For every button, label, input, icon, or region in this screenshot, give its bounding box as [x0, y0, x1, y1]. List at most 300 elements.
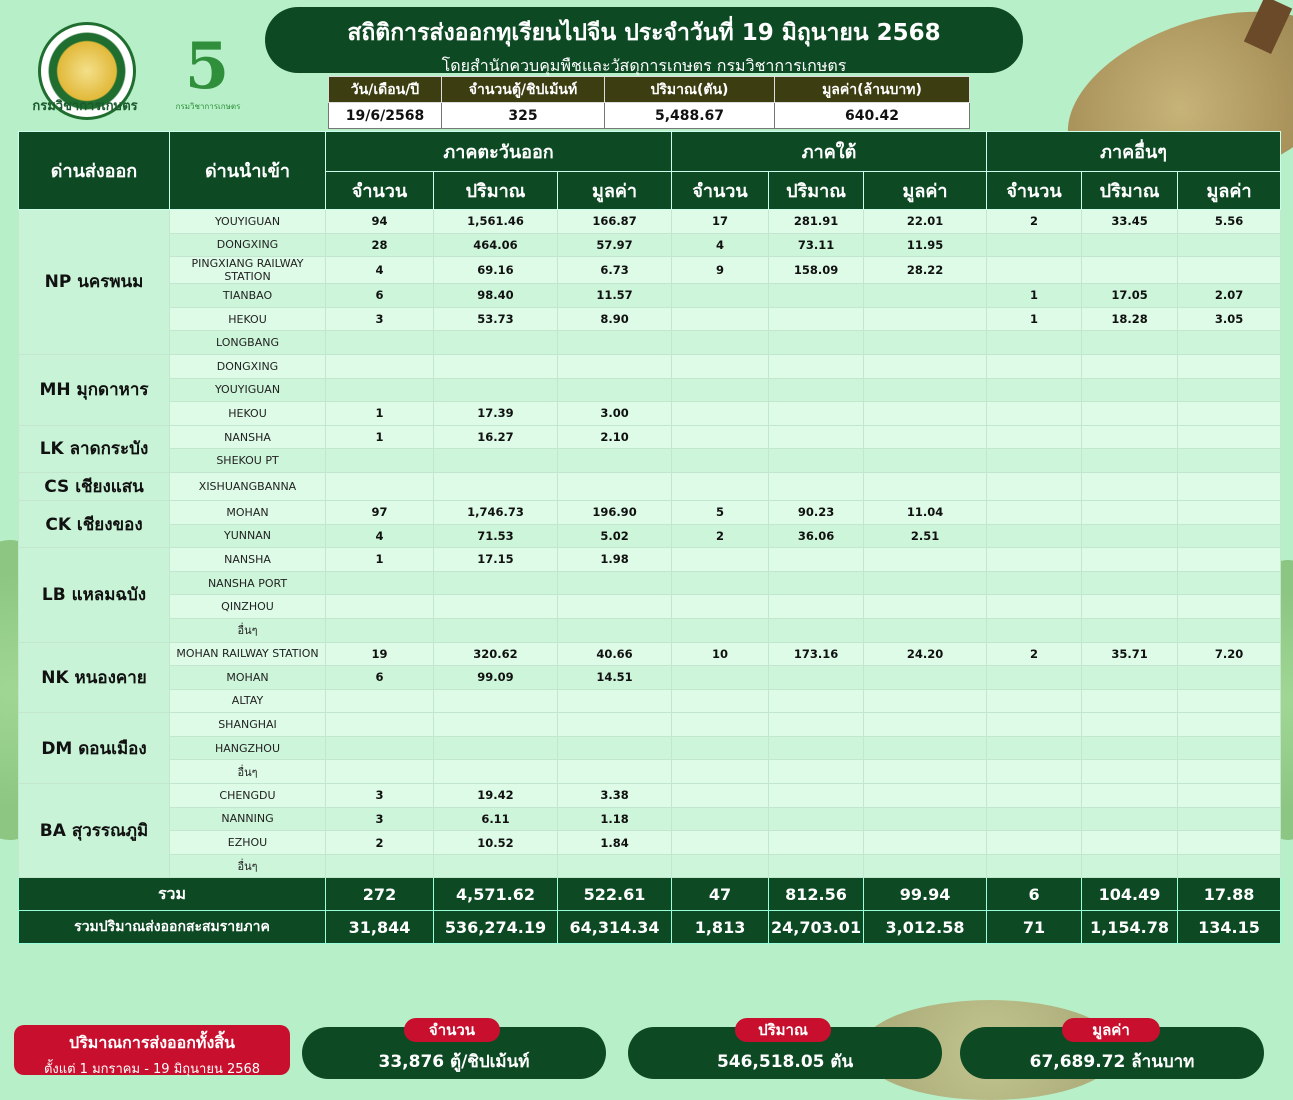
export-port-cell: NP นครพนม — [19, 210, 170, 355]
volume-tag: ปริมาณ — [735, 1018, 831, 1042]
table-row — [19, 284, 1281, 308]
value-cell — [558, 713, 672, 737]
value-cell — [769, 307, 864, 331]
table-row — [19, 378, 1281, 402]
value-cell: 3 — [326, 784, 434, 808]
value-cell: 5.02 — [558, 524, 672, 548]
value-cell — [987, 233, 1082, 257]
table-row — [19, 807, 1281, 831]
value-cell: 17.15 — [434, 548, 558, 572]
value-cell — [1082, 331, 1178, 355]
cumulative-cell: 64,314.34 — [558, 911, 672, 944]
table-row — [19, 666, 1281, 690]
table-row — [19, 233, 1281, 257]
summary-header-date: วัน/เดือน/ปี — [329, 77, 442, 103]
value-cell — [434, 760, 558, 784]
value-cell — [558, 472, 672, 500]
table-row — [19, 854, 1281, 878]
value-cell — [326, 689, 434, 713]
value-cell: 6.73 — [558, 257, 672, 284]
value-cell: 6 — [326, 666, 434, 690]
header-east-value: มูลค่า — [558, 172, 672, 210]
value-cell — [769, 472, 864, 500]
import-port-cell: DONGXING — [170, 233, 326, 257]
import-port-cell: HANGZHOU — [170, 736, 326, 760]
header-region-other: ภาคอื่นๆ — [987, 132, 1281, 172]
header-south-count: จำนวน — [672, 172, 769, 210]
export-port-cell: DM ดอนเมือง — [19, 713, 170, 784]
value-cell: 196.90 — [558, 500, 672, 524]
total-cell: 17.88 — [1178, 878, 1281, 911]
value-cell — [987, 760, 1082, 784]
table-row — [19, 524, 1281, 548]
value-cell — [769, 284, 864, 308]
export-port-cell: CS เชียงแสน — [19, 472, 170, 500]
value-cell: 73.11 — [769, 233, 864, 257]
value-cell: 1 — [326, 402, 434, 426]
value-cell: 16.27 — [434, 425, 558, 449]
value-cell: 3 — [326, 807, 434, 831]
value-cell — [987, 354, 1082, 378]
summary-count: 325 — [442, 103, 605, 129]
value-cell — [1178, 571, 1281, 595]
value-cell: 8.90 — [558, 307, 672, 331]
value-cell: 1.18 — [558, 807, 672, 831]
value-cell — [1082, 736, 1178, 760]
value-cell — [769, 666, 864, 690]
value-cell — [769, 760, 864, 784]
value-cell — [434, 713, 558, 737]
value-cell: 2 — [987, 210, 1082, 234]
value-cell: 1 — [326, 425, 434, 449]
value-cell: 4 — [672, 233, 769, 257]
summary-volume: 5,488.67 — [605, 103, 775, 129]
value-cell — [987, 548, 1082, 572]
value-cell — [987, 736, 1082, 760]
value-cell — [987, 449, 1082, 473]
value-cell — [672, 760, 769, 784]
total-cell: 99.94 — [864, 878, 987, 911]
value-cell — [864, 402, 987, 426]
value-cell: 2.51 — [864, 524, 987, 548]
value-cell: 5.56 — [1178, 210, 1281, 234]
value-cell — [672, 402, 769, 426]
table-row — [19, 257, 1281, 284]
value-cell — [864, 831, 987, 855]
value-cell: 320.62 — [434, 642, 558, 666]
value-cell: 2.10 — [558, 425, 672, 449]
import-port-cell: CHENGDU — [170, 784, 326, 808]
total-cell: 522.61 — [558, 878, 672, 911]
doa-logo-text: กรมวิชาการเกษตร — [32, 99, 138, 114]
value-cell — [769, 571, 864, 595]
cumulative-cell: 24,703.01 — [769, 911, 864, 944]
value-cell — [864, 689, 987, 713]
value-cell — [434, 449, 558, 473]
value-cell — [434, 595, 558, 619]
import-port-cell: NANSHA — [170, 548, 326, 572]
value-cell: 1 — [987, 307, 1082, 331]
value-cell — [672, 618, 769, 642]
value-cell: 17.39 — [434, 402, 558, 426]
value-cell — [769, 689, 864, 713]
value-cell — [1082, 854, 1178, 878]
value-cell — [558, 689, 672, 713]
value-cell — [558, 760, 672, 784]
value-cell — [864, 472, 987, 500]
import-port-cell: NANSHA PORT — [170, 571, 326, 595]
value-cell — [672, 689, 769, 713]
value-cell: 173.16 — [769, 642, 864, 666]
title-banner — [265, 7, 1023, 73]
total-cell: 104.49 — [1082, 878, 1178, 911]
value-cell — [864, 354, 987, 378]
import-port-cell: YOUYIGUAN — [170, 378, 326, 402]
value-cell — [987, 378, 1082, 402]
value-cell — [1178, 595, 1281, 619]
count-tag: จำนวน — [404, 1018, 500, 1042]
value-cell: 6 — [326, 284, 434, 308]
import-port-cell: SHANGHAI — [170, 713, 326, 737]
value-cell — [864, 378, 987, 402]
value-cell — [434, 736, 558, 760]
table-row — [19, 642, 1281, 666]
import-port-cell: XISHUANGBANNA — [170, 472, 326, 500]
value-cell — [864, 807, 987, 831]
anniversary-logo: 5 — [184, 29, 230, 104]
value-cell — [326, 331, 434, 355]
summary-header-volume: ปริมาณ(ตัน) — [605, 77, 775, 103]
import-port-cell: DONGXING — [170, 354, 326, 378]
value-cell: 33.45 — [1082, 210, 1178, 234]
value-cell — [1082, 354, 1178, 378]
table-row — [19, 831, 1281, 855]
value-cell — [864, 713, 987, 737]
value-cell — [864, 854, 987, 878]
value-cell: 97 — [326, 500, 434, 524]
value-cell: 99.09 — [434, 666, 558, 690]
value-cell: 10 — [672, 642, 769, 666]
header-import-port: ด่านนำเข้า — [170, 132, 326, 210]
value-cell — [987, 571, 1082, 595]
value-cell — [864, 307, 987, 331]
header-east-count: จำนวน — [326, 172, 434, 210]
value-cell — [672, 666, 769, 690]
value-cell — [769, 548, 864, 572]
value-cell: 22.01 — [864, 210, 987, 234]
table-row — [19, 354, 1281, 378]
value-cell — [326, 760, 434, 784]
value-cell — [326, 854, 434, 878]
value-cell — [987, 425, 1082, 449]
value-cell — [987, 784, 1082, 808]
value-cell — [987, 713, 1082, 737]
value-cell — [769, 595, 864, 619]
value-cell: 94 — [326, 210, 434, 234]
value-cell — [769, 854, 864, 878]
value-cell — [769, 784, 864, 808]
table-body — [19, 210, 1281, 878]
value-cell — [672, 784, 769, 808]
total-cell: 272 — [326, 878, 434, 911]
value-cell — [558, 571, 672, 595]
cumulative-cell: 134.15 — [1178, 911, 1281, 944]
value-cell: 36.06 — [769, 524, 864, 548]
total-label: รวม — [19, 878, 326, 911]
table-row — [19, 784, 1281, 808]
value-cell — [1178, 713, 1281, 737]
import-port-cell: MOHAN RAILWAY STATION — [170, 642, 326, 666]
anniversary-logo-text: กรมวิชาการเกษตร — [175, 102, 241, 111]
value-cell — [1178, 257, 1281, 284]
value-cell: 166.87 — [558, 210, 672, 234]
value-cell: 17.05 — [1082, 284, 1178, 308]
value-cell — [1082, 689, 1178, 713]
value-cell — [558, 354, 672, 378]
value-cell: 53.73 — [434, 307, 558, 331]
value-cell — [987, 524, 1082, 548]
value-cell — [769, 425, 864, 449]
value-cell — [1178, 618, 1281, 642]
value-cell — [987, 500, 1082, 524]
value-cell — [1178, 378, 1281, 402]
export-port-cell: LB แหลมฉบัง — [19, 548, 170, 642]
value-cell: 17 — [672, 210, 769, 234]
value-cell: 464.06 — [434, 233, 558, 257]
value-value: 67,689.72 ล้านบาท — [1029, 1052, 1195, 1072]
cumulative-cell: 1,154.78 — [1082, 911, 1178, 944]
value-cell — [769, 449, 864, 473]
value-cell — [558, 736, 672, 760]
value-cell: 2 — [987, 642, 1082, 666]
value-cell — [1178, 500, 1281, 524]
value-cell: 3 — [326, 307, 434, 331]
cumulative-cell: 3,012.58 — [864, 911, 987, 944]
value-cell — [434, 618, 558, 642]
value-cell — [987, 402, 1082, 426]
total-cell: 812.56 — [769, 878, 864, 911]
value-cell — [326, 378, 434, 402]
value-cell — [558, 331, 672, 355]
table-row — [19, 449, 1281, 473]
value-cell — [1178, 524, 1281, 548]
value-cell: 69.16 — [434, 257, 558, 284]
import-port-cell: อื่นๆ — [170, 760, 326, 784]
export-port-cell: MH มุกดาหาร — [19, 354, 170, 425]
table-row — [19, 331, 1281, 355]
value-cell — [864, 548, 987, 572]
value-cell — [769, 831, 864, 855]
header-south-volume: ปริมาณ — [769, 172, 864, 210]
table-row — [19, 472, 1281, 500]
export-statistics-table — [18, 131, 1281, 944]
value-cell — [672, 449, 769, 473]
table-row — [19, 307, 1281, 331]
value-cell: 28 — [326, 233, 434, 257]
value-cell — [1082, 500, 1178, 524]
value-cell: 90.23 — [769, 500, 864, 524]
table-row — [19, 713, 1281, 737]
value-cell — [987, 595, 1082, 619]
value-cell — [672, 354, 769, 378]
value-cell: 35.71 — [1082, 642, 1178, 666]
value-cell — [864, 736, 987, 760]
value-cell — [434, 378, 558, 402]
value-cell — [672, 807, 769, 831]
value-cell — [1082, 760, 1178, 784]
value-cell — [864, 571, 987, 595]
value-cell — [672, 713, 769, 737]
value-cell — [558, 854, 672, 878]
import-port-cell: อื่นๆ — [170, 854, 326, 878]
value-cell: 98.40 — [434, 284, 558, 308]
value-cell — [672, 548, 769, 572]
value-cell — [1082, 425, 1178, 449]
value-cell — [1178, 425, 1281, 449]
value-cell — [987, 831, 1082, 855]
table-row — [19, 571, 1281, 595]
value-cell — [326, 472, 434, 500]
value-cell — [672, 595, 769, 619]
import-port-cell: HEKOU — [170, 402, 326, 426]
value-cell — [434, 571, 558, 595]
value-cell — [434, 331, 558, 355]
value-cell — [864, 666, 987, 690]
value-cell — [326, 736, 434, 760]
value-cell — [864, 449, 987, 473]
value-cell — [326, 571, 434, 595]
value-cell: 24.20 — [864, 642, 987, 666]
value-cell — [558, 618, 672, 642]
value-cell: 281.91 — [769, 210, 864, 234]
value-cell: 3.05 — [1178, 307, 1281, 331]
table-row — [19, 425, 1281, 449]
value-cell: 1.98 — [558, 548, 672, 572]
value-cell — [864, 618, 987, 642]
total-export-box — [14, 1025, 290, 1075]
value-cell — [864, 760, 987, 784]
import-port-cell: LONGBANG — [170, 331, 326, 355]
summary-date: 19/6/2568 — [329, 103, 442, 129]
value-cell: 4 — [326, 524, 434, 548]
value-cell — [672, 472, 769, 500]
export-port-cell: NK หนองคาย — [19, 642, 170, 713]
header-other-value: มูลค่า — [1178, 172, 1281, 210]
value-cell — [1178, 831, 1281, 855]
value-cell — [434, 689, 558, 713]
page-subtitle: โดยสำนักควบคุมพืชและวัสดุการเกษตร กรมวิชาการเกษตร — [441, 56, 847, 75]
value-cell: 1 — [326, 548, 434, 572]
value-cell — [987, 618, 1082, 642]
value-cell — [987, 689, 1082, 713]
value-cell: 2.07 — [1178, 284, 1281, 308]
value-cell — [1082, 233, 1178, 257]
table-row — [19, 760, 1281, 784]
value-cell — [1178, 354, 1281, 378]
import-port-cell: อื่นๆ — [170, 618, 326, 642]
total-cell: 4,571.62 — [434, 878, 558, 911]
cumulative-cell: 1,813 — [672, 911, 769, 944]
value-cell: 1.84 — [558, 831, 672, 855]
value-cell — [769, 618, 864, 642]
value-cell — [434, 472, 558, 500]
value-cell — [672, 284, 769, 308]
value-cell: 10.52 — [434, 831, 558, 855]
header-region-east: ภาคตะวันออก — [326, 132, 672, 172]
value-cell — [864, 595, 987, 619]
value-cell: 11.95 — [864, 233, 987, 257]
value-cell — [434, 854, 558, 878]
volume-value: 546,518.05 ตัน — [716, 1052, 854, 1072]
summary-header-value: มูลค่า(ล้านบาท) — [775, 77, 970, 103]
value-cell — [864, 284, 987, 308]
value-cell: 11.04 — [864, 500, 987, 524]
value-cell — [1082, 449, 1178, 473]
total-cell: 47 — [672, 878, 769, 911]
value-cell — [769, 713, 864, 737]
table-row — [19, 548, 1281, 572]
header-south-value: มูลค่า — [864, 172, 987, 210]
header-other-count: จำนวน — [987, 172, 1082, 210]
value-cell — [1082, 524, 1178, 548]
value-cell — [1178, 331, 1281, 355]
count-value: 33,876 ตู้/ชิปเม้นท์ — [378, 1052, 530, 1072]
value-cell: 9 — [672, 257, 769, 284]
table-row — [19, 500, 1281, 524]
value-cell — [1082, 257, 1178, 284]
value-cell — [1082, 472, 1178, 500]
value-cell: 1,746.73 — [434, 500, 558, 524]
table-row — [19, 689, 1281, 713]
value-cell — [1082, 402, 1178, 426]
value-cell: 3.38 — [558, 784, 672, 808]
import-port-cell: NANSHA — [170, 425, 326, 449]
value-cell — [558, 595, 672, 619]
value-cell: 57.97 — [558, 233, 672, 257]
import-port-cell: TIANBAO — [170, 284, 326, 308]
value-cell — [769, 736, 864, 760]
value-cell — [434, 354, 558, 378]
value-cell — [1178, 449, 1281, 473]
import-port-cell: MOHAN — [170, 666, 326, 690]
value-cell: 2 — [672, 524, 769, 548]
value-cell — [1082, 571, 1178, 595]
value-cell — [987, 807, 1082, 831]
value-cell — [1178, 666, 1281, 690]
total-export-title: ปริมาณการส่งออกทั้งสิ้น — [69, 1033, 235, 1052]
value-cell — [1178, 784, 1281, 808]
value-cell: 71.53 — [434, 524, 558, 548]
header-export-port: ด่านส่งออก — [19, 132, 170, 210]
value-cell — [987, 472, 1082, 500]
value-cell — [1082, 666, 1178, 690]
value-cell — [1082, 713, 1178, 737]
value-cell: 40.66 — [558, 642, 672, 666]
value-cell — [672, 378, 769, 402]
value-cell — [1082, 595, 1178, 619]
value-cell — [769, 378, 864, 402]
import-port-cell: MOHAN — [170, 500, 326, 524]
value-cell — [1178, 402, 1281, 426]
value-cell — [1178, 689, 1281, 713]
header-east-volume: ปริมาณ — [434, 172, 558, 210]
value-cell — [1178, 854, 1281, 878]
value-cell: 19 — [326, 642, 434, 666]
total-export-period: ตั้งแต่ 1 มกราคม - 19 มิถุนายน 2568 — [43, 1062, 261, 1077]
value-tag: มูลค่า — [1062, 1018, 1160, 1042]
value-cell — [326, 713, 434, 737]
export-port-cell: BA สุวรรณภูมิ — [19, 784, 170, 878]
